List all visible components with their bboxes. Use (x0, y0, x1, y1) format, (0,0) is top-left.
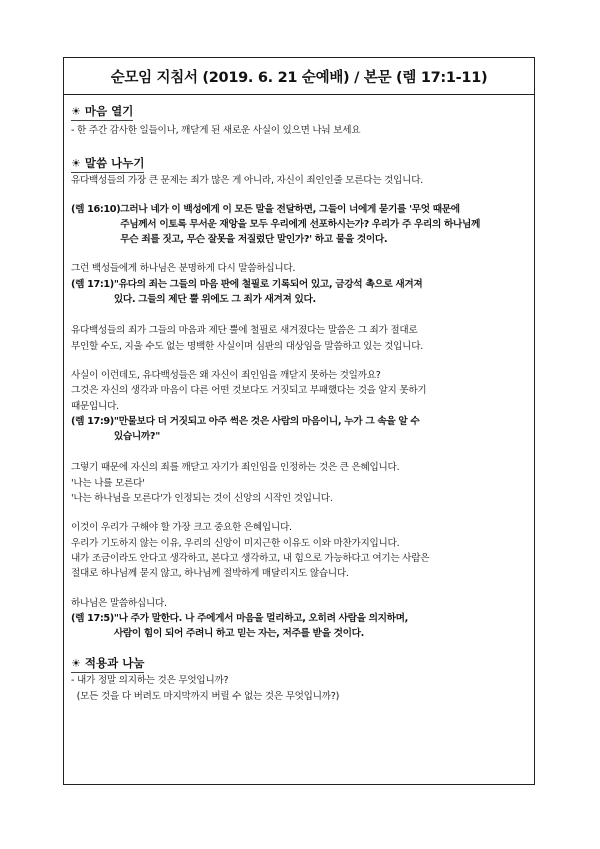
verse-jer-17-5 (71, 611, 526, 642)
paragraph: 하나님은 말씀하십니다. (71, 597, 167, 609)
verse-line: 있습니까?" (113, 431, 160, 443)
verse-ref: (렘 17:1) (71, 278, 114, 290)
application-question: (모든 것을 다 버려도 마지막까지 버릴 수 없는 것은 무엇입니까?) (71, 690, 340, 702)
worksheet-content (64, 100, 534, 704)
paragraph-line: 유다백성들의 죄가 그들의 마음과 제단 뿔에 철필로 새겨졌다는 말씀은 그 죄가 절대로 (71, 325, 418, 337)
verse-jer-17-1 (71, 277, 526, 308)
sun-icon: ☀ (71, 105, 81, 118)
verse-ref: (렘 16:10) (71, 203, 121, 215)
verse-ref: (렘 17:5) (71, 612, 114, 624)
paragraph-line: 부인할 수도, 지울 수도 없는 명백한 사실이며 심판의 대상임을 말씀하고 있는 것입니다. (71, 340, 424, 352)
section-heading-opening (71, 104, 133, 121)
section-title: 말씀 나누기 (84, 156, 145, 171)
paragraph-line: 절대로 하나님께 묻지 않고, 하나님께 절박하게 매달리지도 않습니다. (71, 568, 349, 580)
section-title: 마음 열기 (84, 104, 134, 118)
verse-line: 있다. 그들의 제단 뿔 위에도 그 죄가 새겨져 있다. (113, 294, 316, 306)
verse-line: 사람이 힘이 되어 주려니 하고 믿는 자는, 저주를 받을 것이다. (113, 628, 364, 640)
verse-jer-17-9 (71, 414, 526, 445)
section-heading-application (71, 656, 144, 673)
section-heading-sharing (71, 156, 144, 173)
paragraph: 그런 백성들에게 하나님은 분명하게 다시 말씀하십니다. (71, 263, 296, 275)
section-title: 적용과 나눔 (84, 656, 145, 671)
application-question: - 내가 정말 의지하는 것은 무엇입니까? (71, 675, 229, 687)
verse-line: "유다의 죄는 그들의 마음 판에 철필로 기록되어 있고, 금강석 촉으로 새겨져 (113, 278, 423, 290)
sun-icon: ☀ (71, 157, 81, 171)
verse-line: 그러나 네가 이 백성에게 이 모든 말을 전달하면, 그들이 너에게 묻기를 '무엇 때문에 (120, 203, 460, 215)
sun-icon: ☀ (71, 657, 81, 671)
page-title: 순모임 지침서 (2019. 6. 21 순예배) / 본문 (렘 17:1-11) (64, 58, 534, 95)
verse-line: "나 주가 말한다. 나 주에게서 마음을 멀리하고, 오히려 사람을 의지하며, (113, 612, 409, 624)
paragraph-line: 그것은 자신의 생각과 마음이 다른 어떤 것보다도 거짓되고 부패했다는 것을 알지 못하기 (71, 385, 427, 397)
verse-line: "만물보다 더 거짓되고 아주 썩은 것은 사람의 마음이니, 누가 그 속을 알 수 (113, 415, 420, 427)
paragraph-line: 사실이 이런데도, 유다백성들은 왜 자신이 죄인임을 깨닫지 못하는 것일까요? (71, 369, 381, 381)
verse-jer-16-10 (71, 202, 526, 248)
paragraph-line: 내가 조금이라도 안다고 생각하고, 본다고 생각하고, 내 힘으로 가능하다고 여기는 사람은 (71, 552, 430, 564)
paragraph-line: 때문입니다. (71, 400, 119, 412)
verse-line: 무슨 죄를 짓고, 무슨 잘못을 저질렀단 말인가?' 하고 물을 것이다. (120, 234, 388, 246)
worksheet-frame (63, 57, 535, 785)
paragraph-line: 우리가 기도하지 않는 이유, 우리의 신앙이 미지근한 이유도 이와 마찬가지입니다. (71, 537, 400, 549)
sharing-intro: 유다백성들의 가장 큰 문제는 죄가 많은 게 아니라, 자신이 죄인인줄 모른다는 것입니다. (71, 175, 424, 187)
verse-line: 주님께서 이토록 무서운 재앙을 모두 우리에게 선포하시는가? 우리가 주 우리의 하나님께 (120, 218, 481, 230)
opening-prompt: - 한 주간 감사한 일들이나, 깨닫게 된 새로운 사실이 있으면 나눠 보세요 (71, 125, 361, 136)
paragraph-line: '나는 나를 모른다' (71, 477, 145, 489)
paragraph-line: 이것이 우리가 구해야 할 가장 크고 중요한 은혜입니다. (71, 522, 292, 534)
paragraph-line: 그렇기 때문에 자신의 죄를 깨닫고 자기가 죄인임을 인정하는 것은 큰 은혜입니다. (71, 462, 400, 474)
paragraph-line: '나는 하나님을 모른다'가 인정되는 것이 신앙의 시작인 것입니다. (71, 493, 333, 505)
verse-ref: (렘 17:9) (71, 415, 114, 427)
